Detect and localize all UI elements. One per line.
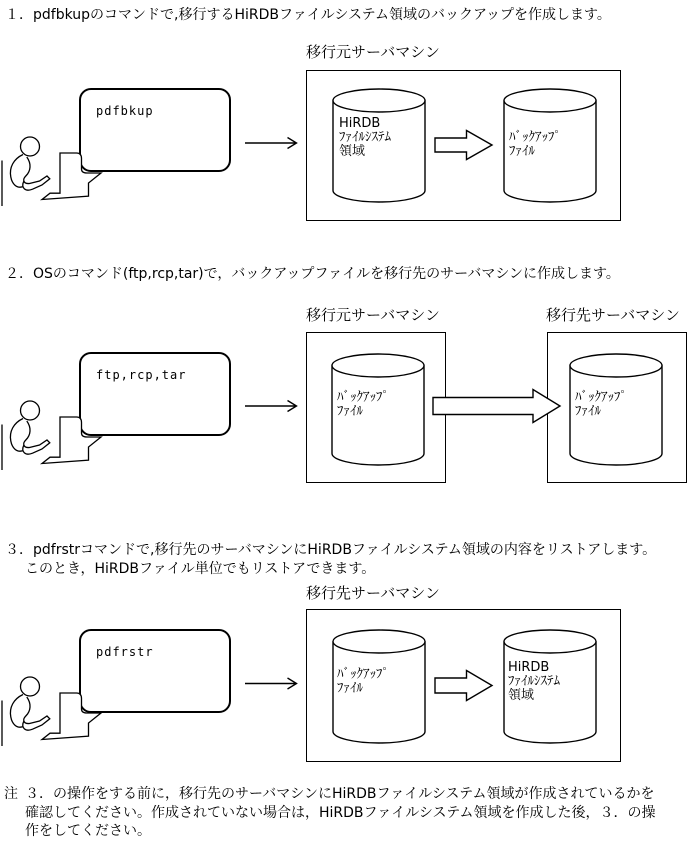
step3-server-label: 移行先サーバマシン bbox=[306, 584, 440, 602]
step3-command-text: pdfrstr bbox=[96, 645, 154, 659]
step3-operator-at-terminal-icon bbox=[0, 666, 105, 748]
step1-copy-arrow-icon bbox=[435, 131, 492, 160]
step3-source-cylinder-label: ﾊﾞｯｸｱｯﾌﾟ ﾌｧｲﾙ bbox=[337, 667, 389, 696]
step1-flow-arrow-icon bbox=[245, 138, 297, 149]
step2-source-cylinder-label: ﾊﾞｯｸｱｯﾌﾟ ﾌｧｲﾙ bbox=[337, 390, 389, 419]
step2-copy-arrow-icon bbox=[433, 390, 560, 423]
step3-copy-arrow-icon bbox=[435, 671, 492, 701]
step2-command-text: ftp,rcp,tar bbox=[96, 368, 187, 382]
note-marker: 注 bbox=[4, 786, 18, 802]
step2-target-cylinder-label: ﾊﾞｯｸｱｯﾌﾟ ﾌｧｲﾙ bbox=[575, 390, 627, 419]
step1-command-text: pdfbkup bbox=[96, 104, 154, 118]
step2-flow-arrow-icon bbox=[245, 401, 297, 412]
note-text bbox=[25, 785, 656, 841]
step3-target-cylinder-label: HiRDB ﾌｧｲﾙｼｽﾃﾑ 領域 bbox=[508, 660, 560, 703]
step3-heading: ３．pdfrstrコマンドで,移行先のサーバマシンにHiRDBファイルシステム領域の内容をリストアします。 bbox=[5, 542, 657, 558]
step1-target-cylinder-label: ﾊﾞｯｸｱｯﾌﾟ ﾌｧｲﾙ bbox=[509, 130, 561, 159]
step2-heading: ２．OSのコマンド(ftp,rcp,tar)で，バックアップファイルを移行先のサーバマシンに作成します。 bbox=[5, 266, 620, 282]
step2-target-server-label: 移行先サーバマシン bbox=[546, 306, 680, 324]
note-line: 確認してください。作成されていない場合は，HiRDBファイルシステム領域を作成した後，３．の操 bbox=[25, 804, 656, 821]
note-line: ３．の操作をする前に，移行先のサーバマシンにHiRDBファイルシステム領域が作成されているかを bbox=[25, 786, 655, 802]
step3-heading-line2: このとき，HiRDBファイル単位でもリストアできます。 bbox=[25, 561, 376, 577]
step1-heading: １．pdfbkupのコマンドで,移行するHiRDBファイルシステム領域のバックアップを作成します。 bbox=[5, 7, 611, 23]
step1-server-label: 移行元サーバマシン bbox=[306, 43, 440, 61]
step3-flow-arrow-icon bbox=[245, 678, 297, 689]
step2-source-server-label: 移行元サーバマシン bbox=[306, 306, 440, 324]
step1-source-cylinder-label: HiRDB ﾌｧｲﾙｼｽﾃﾑ 領域 bbox=[339, 116, 391, 159]
step2-operator-at-terminal-icon bbox=[0, 390, 105, 472]
note-line: 作をしてください。 bbox=[25, 823, 151, 839]
step1-operator-at-terminal-icon bbox=[0, 126, 105, 208]
